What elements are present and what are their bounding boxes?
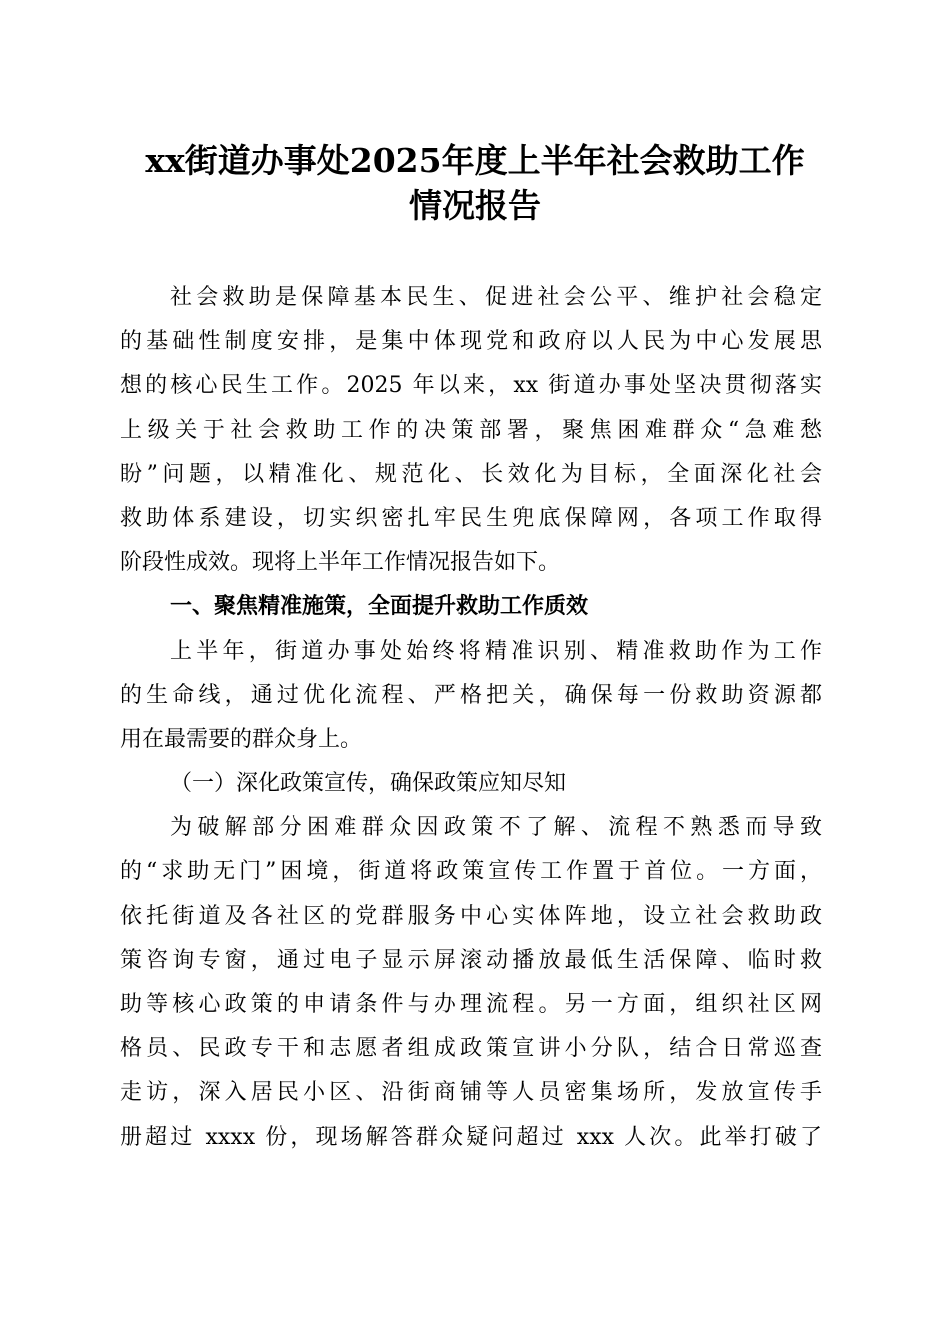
subsection-line: 助等核心政策的申请条件与办理流程。另一方面，组织社区网 (120, 992, 822, 1017)
subsection-line: 册超过 xxxx 份，现场解答群众疑问超过 xxx 人次。此举打破了 (120, 1124, 822, 1150)
intro-line: 救助体系建设，切实织密扎牢民生兜底保障网，各项工作取得 (120, 505, 822, 531)
document-body (120, 276, 822, 1160)
intro-line: 上级关于社会救助工作的决策部署，聚焦困难群众“急难愁 (120, 417, 822, 443)
section-line: 上半年，街道办事处始终将精准识别、精准救助作为工作 (170, 638, 822, 664)
subsection-line: 的“求助无门”困境，街道将政策宣传工作置于首位。一方面， (120, 859, 822, 885)
section-line: 用在最需要的群众身上。 (120, 726, 363, 752)
intro-line: 想的核心民生工作。2025 年以来，xx 街道办事处坚决贯彻落实 (120, 373, 822, 399)
title-line-1: xx街道办事处2025年度上半年社会救助工作 (145, 141, 805, 180)
subsection-heading: （一）深化政策宣传，确保政策应知尽知 (170, 771, 567, 797)
document-title (110, 138, 840, 228)
intro-line: 的基础性制度安排，是集中体现党和政府以人民为中心发展思 (120, 329, 822, 355)
subsection-line: 依托街道及各社区的党群服务中心实体阵地，设立社会救助政 (120, 903, 822, 929)
subsection-line: 走访，深入居民小区、沿街商铺等人员密集场所，发放宣传手 (120, 1080, 822, 1106)
intro-line: 盼”问题，以精准化、规范化、长效化为目标，全面深化社会 (120, 461, 822, 487)
section-heading: 一、聚焦精准施策，全面提升救助工作质效 (170, 594, 589, 620)
subsection-line: 为破解部分困难群众因政策不了解、流程不熟悉而导致 (170, 815, 822, 841)
title-line-2: 情况报告 (409, 186, 541, 225)
intro-line: 社会救助是保障基本民生、促进社会公平、维护社会稳定 (170, 285, 822, 310)
subsection-line: 策咨询专窗，通过电子显示屏滚动播放最低生活保障、临时救 (120, 947, 822, 973)
section-line: 的生命线，通过优化流程、严格把关，确保每一份救助资源都 (120, 682, 822, 708)
subsection-line: 格员、民政专干和志愿者组成政策宣讲小分队，结合日常巡查 (120, 1036, 822, 1062)
intro-line: 阶段性成效。现将上半年工作情况报告如下。 (120, 550, 561, 576)
